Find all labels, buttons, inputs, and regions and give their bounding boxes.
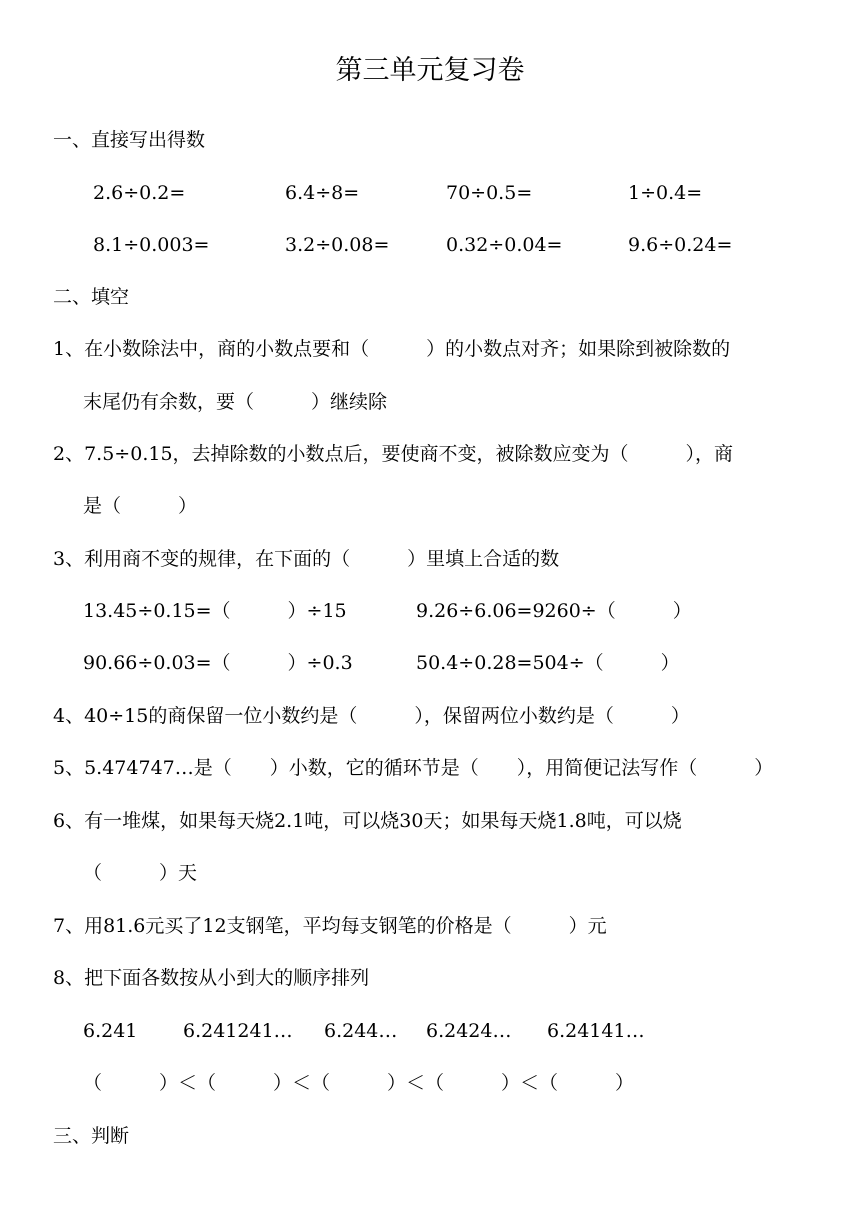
section2-heading: 二、填空 — [53, 286, 130, 308]
order-number: 6.2424… — [426, 1020, 512, 1042]
question-2-line1: 2、7.5÷0.15，去掉除数的小数点后，要使商不变，被除数应变为（ ），商 — [53, 443, 734, 465]
calc-item: 0.32÷0.04= — [446, 234, 563, 256]
calc-item: 9.6÷0.24= — [628, 234, 733, 256]
question-8-line1: 8、把下面各数按从小到大的顺序排列 — [53, 967, 370, 989]
order-number: 6.244… — [324, 1020, 398, 1042]
calc-item: 1÷0.4= — [628, 182, 703, 204]
question-1-line2: 末尾仍有余数，要（ ）继续除 — [83, 391, 388, 413]
calc-item: 70÷0.5= — [446, 182, 533, 204]
question-3-item: 9.26÷6.06=9260÷（ ） — [416, 600, 692, 622]
question-3-item: 50.4÷0.28=504÷（ ） — [416, 652, 680, 674]
calc-item: 3.2÷0.08= — [285, 234, 390, 256]
question-3-item: 13.45÷0.15=（ ）÷15 — [83, 600, 347, 622]
page-title: 第三单元复习卷 — [335, 55, 525, 86]
question-7: 7、用81.6元买了12支钢笔，平均每支钢笔的价格是（ ）元 — [53, 915, 607, 937]
question-6-line2: （ ）天 — [83, 862, 198, 884]
order-number: 6.241 — [83, 1020, 138, 1042]
order-blanks: （ ）＜（ ）＜（ ）＜（ ）＜（ ） — [83, 1072, 635, 1094]
question-4: 4、40÷15的商保留一位小数约是（ ），保留两位小数约是（ ） — [53, 705, 690, 727]
calc-item: 6.4÷8= — [285, 182, 360, 204]
question-5: 5、5.474747…是（ ）小数，它的循环节是（ ），用简便记法写作（ ） — [53, 757, 774, 779]
question-1-line1: 1、在小数除法中，商的小数点要和（ ）的小数点对齐；如果除到被除数的 — [53, 338, 731, 360]
section3-heading: 三、判断 — [53, 1125, 130, 1147]
calc-item: 2.6÷0.2= — [93, 182, 186, 204]
section1-heading: 一、直接写出得数 — [53, 129, 206, 151]
question-2-line2: 是（ ） — [83, 495, 198, 517]
order-number: 6.24141… — [547, 1020, 645, 1042]
calc-item: 8.1÷0.003= — [93, 234, 210, 256]
question-6-line1: 6、有一堆煤，如果每天烧2.1吨，可以烧30天；如果每天烧1.8吨，可以烧 — [53, 810, 682, 832]
question-3-line1: 3、利用商不变的规律，在下面的（ ）里填上合适的数 — [53, 548, 560, 570]
order-number: 6.241241… — [183, 1020, 293, 1042]
question-3-item: 90.66÷0.03=（ ）÷0.3 — [83, 652, 353, 674]
